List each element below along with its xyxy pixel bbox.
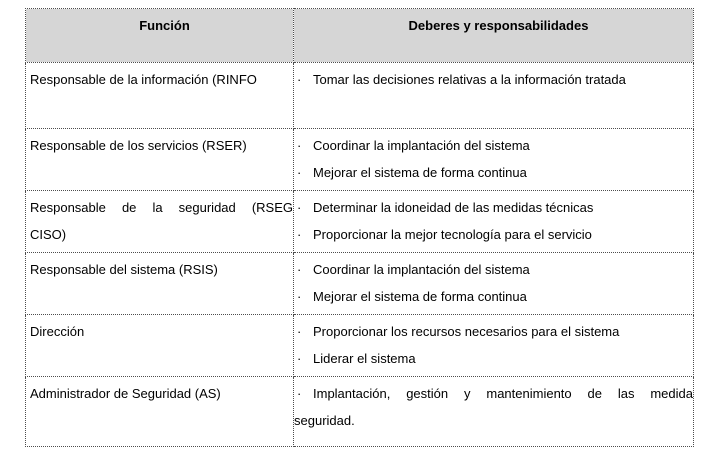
column-header-deberes-label: Deberes y responsabilidades — [408, 18, 589, 33]
table-row — [26, 253, 694, 315]
duty-list — [294, 191, 693, 248]
duties-cell — [294, 63, 694, 129]
role-cell — [26, 63, 294, 129]
role-label: Responsable de los servicios (RSER) — [30, 138, 247, 153]
duty-text: Mejorar el sistema de forma continua — [313, 165, 527, 180]
duty-text-line1: Implantación, gestión y mantenimiento de las medida — [313, 386, 693, 401]
bullet-icon: · — [297, 351, 302, 366]
table-body — [26, 63, 694, 447]
duty-list — [294, 253, 693, 310]
duty-text: Tomar las decisiones relativas a la información tratada — [313, 72, 626, 87]
duties-cell — [294, 377, 694, 447]
duty-item — [294, 345, 693, 372]
duties-cell — [294, 315, 694, 377]
role-label: Responsable del sistema (RSIS) — [30, 262, 218, 277]
bullet-icon: · — [297, 289, 302, 304]
duty-text: Coordinar la implantación del sistema — [313, 262, 530, 277]
duty-item — [294, 221, 693, 248]
role-label-line1: Responsable de la seguridad (RSEG — [30, 200, 293, 215]
duty-text: Proporcionar los recursos necesarios para el sistema — [313, 324, 620, 339]
duty-text: Proporcionar la mejor tecnología para el servicio — [313, 227, 592, 242]
role-cell — [26, 253, 294, 315]
role-label: Responsable de la información (RINFO — [30, 72, 257, 87]
duty-item — [294, 256, 693, 283]
duties-cell — [294, 253, 694, 315]
duty-text-line2: seguridad. — [294, 413, 355, 428]
duty-list — [294, 129, 693, 186]
duty-text: Liderar el sistema — [313, 351, 416, 366]
duty-item — [294, 66, 693, 93]
duty-item — [294, 132, 693, 159]
table-row — [26, 191, 694, 253]
duty-item — [294, 318, 693, 345]
roles-responsibilities-table — [25, 8, 694, 447]
role-label: Dirección — [30, 324, 85, 339]
duties-cell — [294, 129, 694, 191]
role-cell — [26, 191, 294, 253]
duty-item — [294, 159, 693, 186]
table-header-row — [26, 9, 694, 63]
bullet-icon: · — [297, 386, 302, 401]
bullet-icon: · — [297, 165, 302, 180]
column-header-deberes — [294, 9, 694, 63]
bullet-icon: · — [297, 72, 302, 87]
bullet-icon: · — [297, 138, 302, 153]
duty-text: Mejorar el sistema de forma continua — [313, 289, 527, 304]
table-row — [26, 129, 694, 191]
bullet-icon: · — [297, 200, 302, 215]
duty-list — [294, 315, 693, 372]
column-header-funcion — [26, 9, 294, 63]
role-label: Administrador de Seguridad (AS) — [30, 386, 221, 401]
bullet-icon: · — [297, 324, 302, 339]
column-header-funcion-label: Función — [139, 18, 190, 33]
duty-list — [294, 377, 693, 434]
duties-cell — [294, 191, 694, 253]
bullet-icon: · — [297, 262, 302, 277]
table-row — [26, 315, 694, 377]
role-cell — [26, 129, 294, 191]
role-cell — [26, 377, 294, 447]
role-label — [26, 191, 293, 248]
duty-item — [294, 194, 693, 221]
duty-text: Coordinar la implantación del sistema — [313, 138, 530, 153]
duty-list — [294, 63, 693, 93]
role-cell — [26, 315, 294, 377]
role-label-line2: CISO) — [30, 227, 67, 242]
duty-item — [294, 283, 693, 310]
table-row — [26, 377, 694, 447]
table-row — [26, 63, 694, 129]
duty-text: Determinar la idoneidad de las medidas técnicas — [313, 200, 594, 215]
bullet-icon: · — [297, 227, 302, 242]
table-header — [26, 9, 694, 63]
duty-item — [294, 380, 693, 434]
